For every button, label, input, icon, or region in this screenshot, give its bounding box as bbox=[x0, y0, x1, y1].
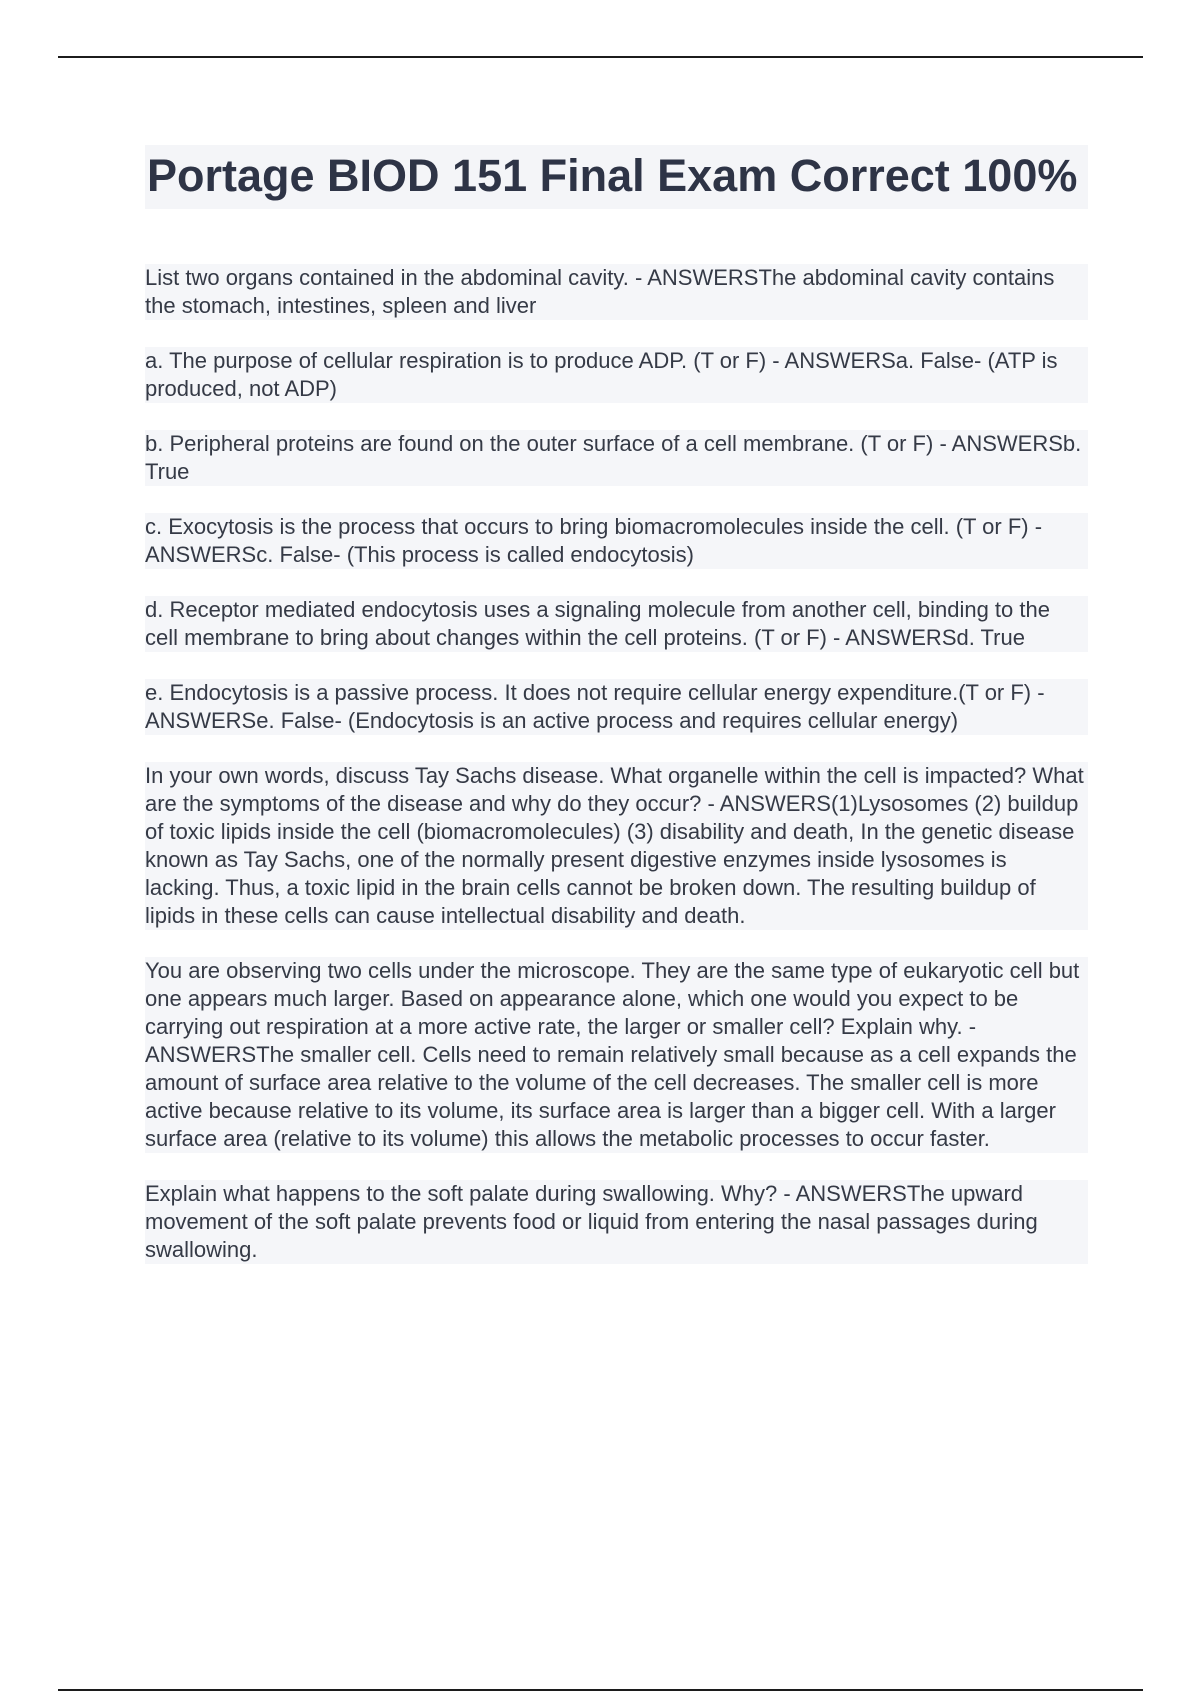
title-block bbox=[145, 145, 1088, 209]
qa-item: b. Peripheral proteins are found on the outer surface of a cell membrane. (T or F) - ANSWERSb. True bbox=[145, 430, 1088, 486]
qa-item: In your own words, discuss Tay Sachs disease. What organelle within the cell is impacted? What are the symptoms of the disease and why do they occur? - ANSWERS(1)Lysosomes (2) buildup of toxic lipids inside the cell (biomacromolecules) (3) disability and death, In the genetic disease known as Tay Sachs, one of the normally present digestive enzymes inside lysosomes is lacking. Thus, a toxic lipid in the brain cells cannot be broken down. The resulting buildup of lipids in these cells can cause intellectual disability and death. bbox=[145, 762, 1088, 930]
bottom-rule bbox=[58, 1689, 1143, 1691]
qa-item: d. Receptor mediated endocytosis uses a signaling molecule from another cell, binding to the cell membrane to bring about changes within the cell proteins. (T or F) - ANSWERSd. True bbox=[145, 596, 1088, 652]
qa-item: e. Endocytosis is a passive process. It does not require cellular energy expenditure.(T or F) - ANSWERSe. False- (Endocytosis is an active process and requires cellular energy) bbox=[145, 679, 1088, 735]
qa-list bbox=[145, 264, 1088, 1264]
qa-item: List two organs contained in the abdominal cavity. - ANSWERSThe abdominal cavity contains the stomach, intestines, spleen and liver bbox=[145, 264, 1088, 320]
top-rule bbox=[58, 56, 1143, 58]
qa-item: You are observing two cells under the microscope. They are the same type of eukaryotic cell but one appears much larger. Based on appearance alone, which one would you expect to be carrying out respiration at a more active rate, the larger or smaller cell? Explain why. - ANSWERSThe smaller cell. Cells need to remain relatively small because as a cell expands the amount of surface area relative to the volume of the cell decreases. The smaller cell is more active because relative to its volume, its surface area is larger than a bigger cell. With a larger surface area (relative to its volume) this allows the metabolic processes to occur faster. bbox=[145, 957, 1088, 1153]
qa-item: a. The purpose of cellular respiration is to produce ADP. (T or F) - ANSWERSa. False- (ATP is produced, not ADP) bbox=[145, 347, 1088, 403]
qa-item: Explain what happens to the soft palate during swallowing. Why? - ANSWERSThe upward movement of the soft palate prevents food or liquid from entering the nasal passages during swallowing. bbox=[145, 1180, 1088, 1264]
document-body bbox=[145, 145, 1088, 1291]
document-title: Portage BIOD 151 Final Exam Correct 100% bbox=[147, 150, 1078, 201]
qa-item: c. Exocytosis is the process that occurs to bring biomacromolecules inside the cell. (T or F) - ANSWERSc. False- (This process is called endocytosis) bbox=[145, 513, 1088, 569]
